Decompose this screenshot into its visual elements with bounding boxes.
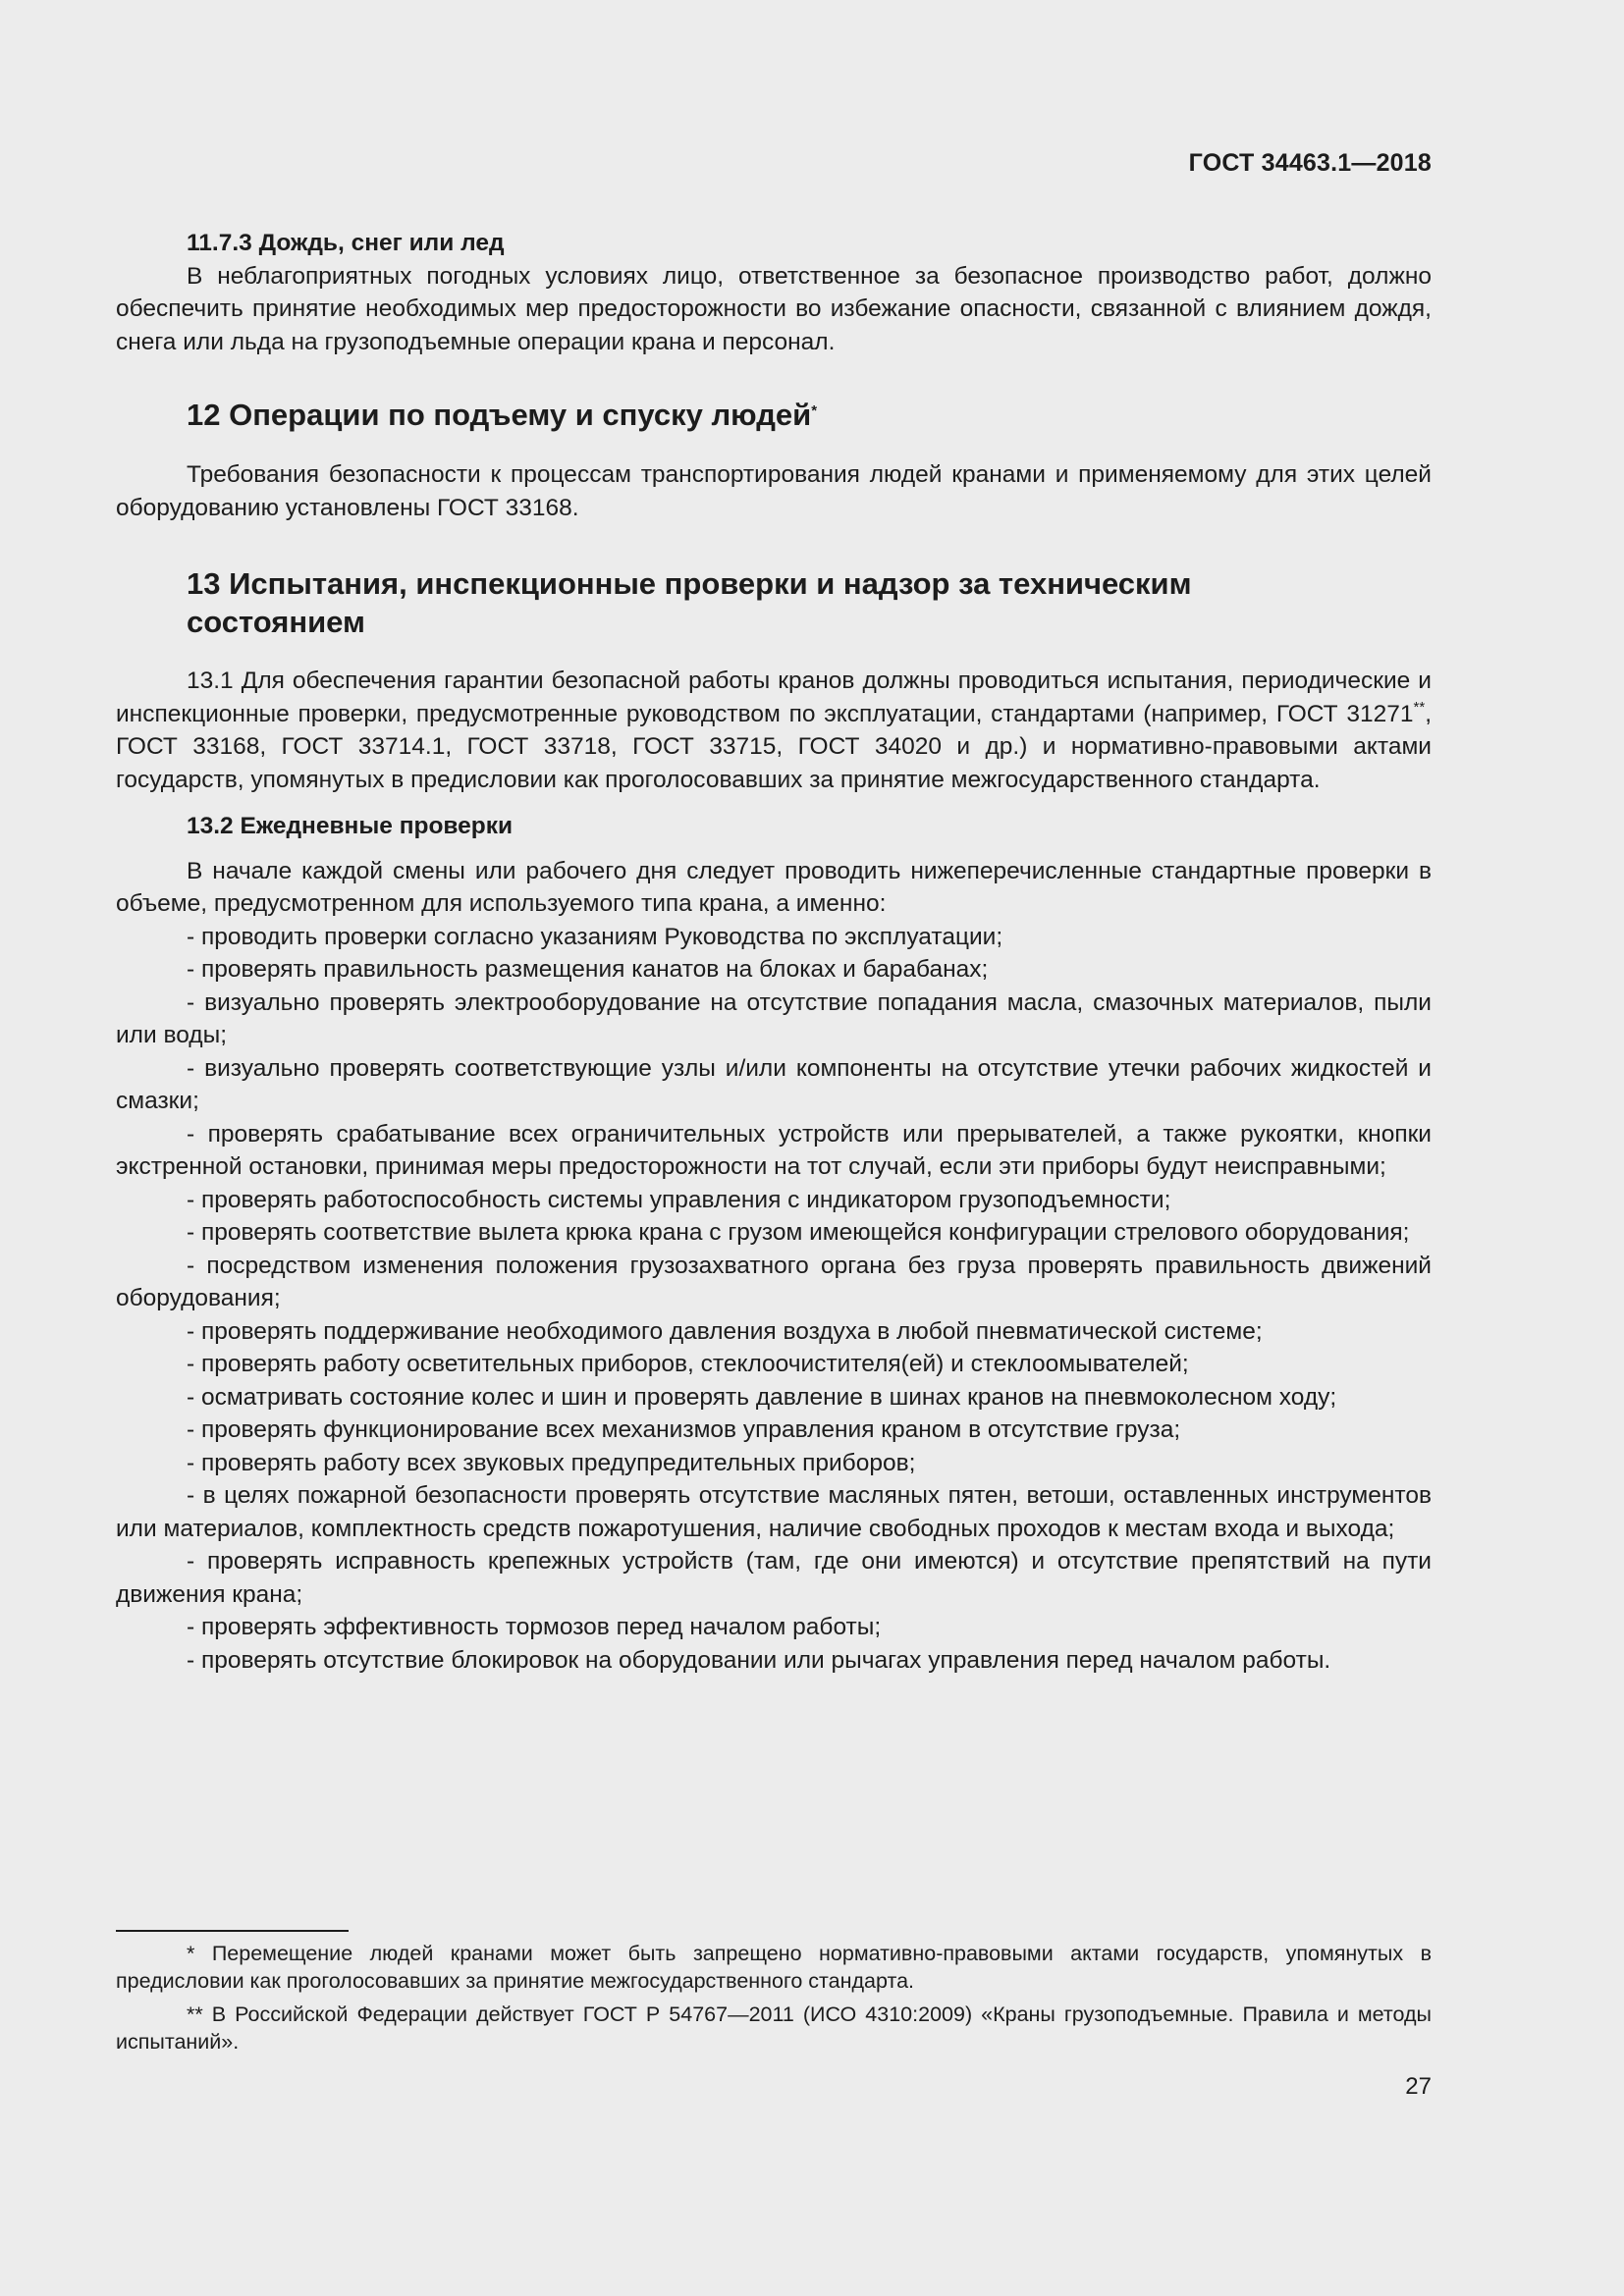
daily-checks-list — [116, 921, 1432, 1678]
list-item: - проверять эффективность тормозов перед началом работы; — [187, 1614, 882, 1640]
section-13-title-line1: 13 Испытания, инспекционные проверки и надзор за техническим — [187, 566, 1192, 601]
paragraph-13-1-part-a: 13.1 Для обеспечения гарантии безопасной работы кранов должны проводиться испытания, периодические и инспекционные проверки, предусмотренные руководством по эксплуатации, стандартами (например, ГОСТ 31271 — [116, 667, 1432, 727]
list-item: - визуально проверять соответствующие узлы и/или компоненты на отсутствие утечки рабочих жидкостей и смазки; — [116, 1054, 1432, 1114]
list-item: - проверять срабатывание всех ограничительных устройств или прерывателей, а также рукоятки, кнопки экстренной остановки, принимая меры предосторожности на тот случай, если эти приборы будут неисправными; — [116, 1120, 1432, 1180]
section-13-title-line2: состоянием — [187, 605, 365, 639]
list-item: - проверять работу всех звуковых предупредительных приборов; — [187, 1449, 916, 1476]
footnote-ref-1: * — [811, 402, 818, 419]
list-item: - проверять функционирование всех механизмов управления краном в отсутствие груза; — [187, 1416, 1181, 1443]
list-item: - проверять исправность крепежных устройств (там, где они имеются) и отсутствие препятствий на пути движения крана; — [116, 1548, 1432, 1608]
list-item: - визуально проверять электрооборудование на отсутствие попадания масла, смазочных материалов, пыли или воды; — [116, 988, 1432, 1048]
document-number-header: ГОСТ 34463.1—2018 — [1188, 149, 1432, 177]
list-item: - проверять отсутствие блокировок на оборудовании или рычагах управления перед началом работы. — [187, 1646, 1331, 1674]
section-13-2-intro: В начале каждой смены или рабочего дня следует проводить нижеперечисленные стандартные проверки в объеме, предусмотренном для используемого типа крана, а именно: — [116, 857, 1432, 917]
list-item: - проверять поддерживание необходимого давления воздуха в любой пневматической системе; — [187, 1317, 1263, 1345]
section-12-text: Требования безопасности к процессам транспортирования людей кранами и применяемому для этих целей оборудованию установлены ГОСТ 33168. — [116, 461, 1432, 521]
footnote-1: * Перемещение людей кранами может быть запрещено нормативно-правовыми актами государств, упомянутых в предисловии как проголосовавших за принятие межгосударственного стандарта. — [116, 1942, 1432, 1993]
section-12 — [116, 396, 1432, 434]
list-item: - проверять работоспособность системы управления с индикатором грузоподъемности; — [187, 1186, 1171, 1213]
list-item: - проверять правильность размещения канатов на блоках и барабанах; — [187, 956, 989, 983]
section-12-title: 12 Операции по подъему и спуску людей — [187, 398, 812, 432]
list-item: - проводить проверки согласно указаниям Руководства по эксплуатации; — [187, 923, 1003, 950]
paragraph-13-1 — [116, 665, 1432, 796]
section-13 — [116, 564, 1432, 641]
section-12-heading — [116, 396, 1432, 434]
section-11-7-3 — [116, 227, 1432, 358]
section-12-body — [116, 458, 1432, 524]
list-item: - осматривать состояние колес и шин и проверять давление в шинах кранов на пневмоколесном ходу; — [187, 1383, 1337, 1411]
list-item: - проверять соответствие вылета крюка крана с грузом имеющейся конфигурации стрелового оборудования; — [187, 1219, 1410, 1246]
section-11-7-3-title: 11.7.3 Дождь, снег или лед — [187, 230, 505, 256]
footnote-separator — [116, 1930, 349, 1932]
page-number: 27 — [1405, 2073, 1432, 2100]
footnotes — [116, 1940, 1432, 2056]
footnote-2: ** В Российской Федерации действует ГОСТ Р 54767—2011 (ИСО 4310:2009) «Краны грузоподъемные. Правила и методы испытаний». — [116, 2002, 1432, 2054]
footnote-ref-2: ** — [1413, 698, 1426, 716]
section-11-7-3-text: В неблагоприятных погодных условиях лицо, ответственное за безопасное производство работ, должно обеспечить принятие необходимых мер предосторожности во избежание опасности, связанной с влиянием дождя, снега или льда на грузоподъемные операции крана и персонал. — [116, 262, 1432, 355]
list-item: - в целях пожарной безопасности проверять отсутствие масляных пятен, ветоши, оставленных инструментов или материалов, комплектность средств пожаротушения, наличие свободных проходов к местам входа и выхода; — [116, 1482, 1432, 1542]
section-13-2-title: 13.2 Ежедневные проверки — [187, 813, 514, 839]
list-item: - посредством изменения положения грузозахватного органа без груза проверять правильность движений оборудования; — [116, 1252, 1432, 1311]
paragraph-13-1-part-b: , ГОСТ 33168, ГОСТ 33714.1, ГОСТ 33718, ГОСТ 33715, ГОСТ 34020 и др.) и нормативно-правовыми актами государств, упомянутых в предисловии как проголосовавших за принятие межгосударственного стандарта. — [116, 700, 1432, 793]
list-item: - проверять работу осветительных приборов, стеклоочистителя(ей) и стеклоомывателей; — [187, 1351, 1189, 1377]
section-13-body — [116, 665, 1432, 1677]
